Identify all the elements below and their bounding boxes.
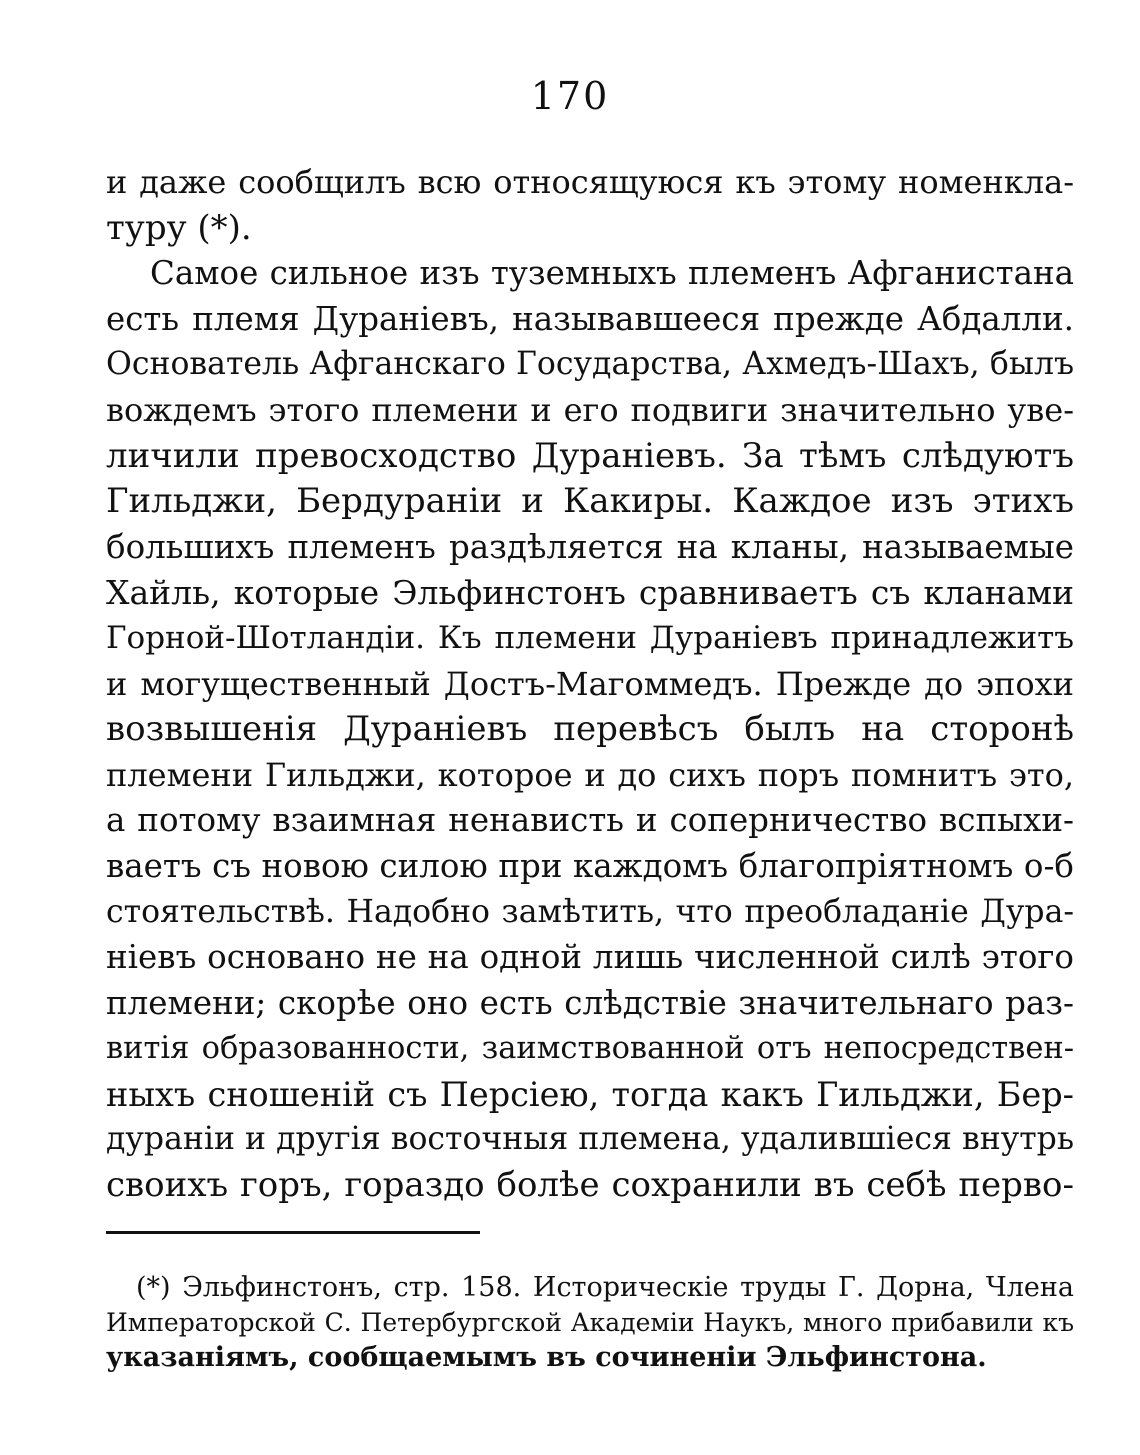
body-text — [106, 160, 1074, 1209]
text-line: Самое сильное изъ туземныхъ племенъ Афганистана — [150, 254, 1074, 293]
text-line: своихъ горъ, гораздо болѣе сохранили въ себѣ перво- — [106, 1165, 1074, 1206]
text-line: дураніи и другія восточныя племена, удалившіеся внутрь — [106, 1121, 1074, 1158]
text-line: большихъ племенъ раздѣляется на кланы, называемые — [106, 527, 1074, 566]
footnote-line: указаніямъ, сообщаемымъ въ сочиненіи Эльфинстона. — [106, 1342, 987, 1373]
text-line: вождемъ этого племени и его подвиги значительно уве- — [106, 390, 1074, 429]
text-line: племени; скорѣе оно есть слѣдствіе значительнаго раз- — [106, 983, 1074, 1022]
text-line: ваетъ съ новою силою при каждомъ благопріятномъ о-б — [106, 846, 1074, 885]
footnote-divider — [106, 1231, 480, 1234]
text-line: Хайль, которые Эльфинстонъ сравниваетъ съ кланами — [106, 573, 1074, 613]
text-line: Основатель Афганскаго Государства, Ахмедъ-Шахъ, былъ — [106, 346, 1074, 383]
text-line: есть племя Дураніевъ, называвшееся прежде Абдалли. — [106, 299, 1074, 338]
page-number: 170 — [530, 74, 610, 118]
text-line: а потому взаимная ненависть и соперничество вспыхи- — [106, 801, 1074, 840]
text-line: Горной-Шотландіи. Къ племени Дураніевъ принадлежитъ — [106, 619, 1074, 656]
footnote-line: Императорской С. Петербургской Академіи Наукъ, много прибавили къ — [106, 1308, 1074, 1337]
footnote — [106, 1270, 1074, 1375]
text-line: ніевъ основано не на одной лишь численной силѣ этого — [106, 938, 1074, 977]
text-line: стоятельствѣ. Надобно замѣтить, что преобладаніе Дура- — [106, 893, 1074, 930]
footnote-line: (*) Эльфинстонъ, стр. 158. Историческіе труды Г. Дорна, Члена — [136, 1272, 1074, 1303]
text-line: племени Гильджи, которое и до сихъ поръ помнитъ это, — [106, 755, 1074, 794]
text-line: туру (*). — [106, 207, 252, 248]
text-line: и могущественный Достъ-Магоммедъ. Прежде до эпохи — [106, 664, 1074, 703]
text-line: возвышенія Дураніевъ перевѣсъ былъ на сторонѣ — [106, 709, 1074, 750]
text-line: Гильджи, Бердураніи и Какиры. Каждое изъ этихъ — [106, 481, 1074, 522]
text-line: личили превосходство Дураніевъ. За тѣмъ слѣдуютъ — [106, 435, 1074, 476]
text-line: ныхъ сношеній съ Персіею, тогда какъ Гильджи, Бер- — [106, 1074, 1074, 1114]
text-line: и даже сообщилъ всю относящуюся къ этому номенкла- — [106, 163, 1074, 201]
text-line: витія образованности, заимствованной отъ непосредствен- — [106, 1031, 1074, 1067]
